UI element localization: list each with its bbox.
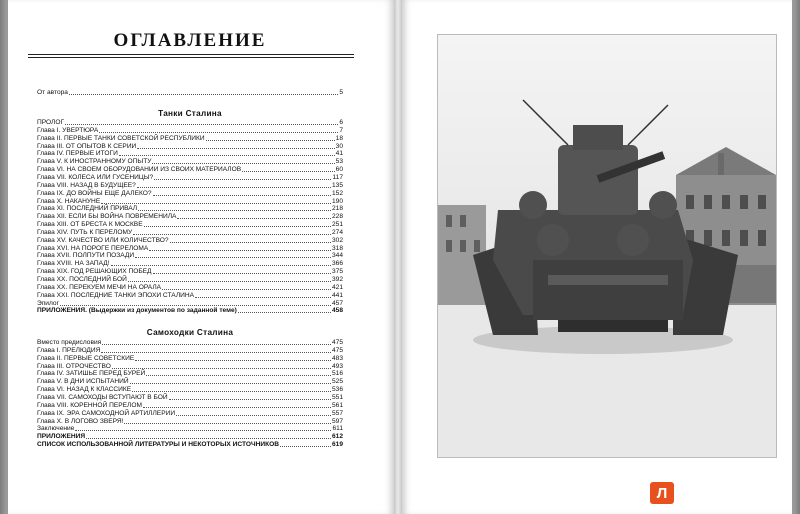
leader-dots — [86, 438, 331, 439]
leader-dots — [206, 140, 335, 141]
toc-entry-page: 525 — [331, 378, 343, 386]
leader-dots — [146, 375, 331, 376]
leader-dots — [132, 391, 331, 392]
toc-entry-page: 516 — [331, 370, 343, 378]
toc-entry-page: 5 — [339, 89, 343, 96]
toc-entry-label: Глава IX. ЭРА САМОХОДНОЙ АРТИЛЛЕРИИ — [37, 409, 176, 417]
toc-entry-page: 53 — [335, 158, 343, 166]
leader-dots — [195, 297, 331, 298]
toc-entry-page: 274 — [331, 228, 343, 236]
toc-entry-page: 7 — [339, 126, 343, 134]
toc-entry-label: Глава XV. КАЧЕСТВО ИЛИ КОЛИЧЕСТВО? — [37, 236, 169, 244]
leader-dots — [111, 265, 331, 266]
toc-entry-page: 392 — [331, 276, 343, 283]
toc-entry-page: 366 — [331, 260, 343, 268]
toc-entry-label: Глава XIV. ПУТЬ К ПЕРЕЛОМУ — [37, 228, 133, 236]
toc-entry-label: Глава IX. ДО ВОЙНЫ ЕЩЕ ДАЛЕКО? — [37, 189, 152, 197]
toc-entry-label: Глава VII. САМОХОДЫ ВСТУПАЮТ В БОЙ — [37, 393, 168, 401]
leader-dots — [149, 250, 331, 251]
toc-entry-page: 611 — [332, 425, 343, 433]
toc-entry-label: ПРОЛОГ — [37, 119, 65, 126]
section-heading-tanks: Танки Сталина — [158, 109, 222, 118]
leader-dots — [119, 155, 335, 156]
toc-entry-page: 228 — [331, 213, 343, 221]
toc-entry-label: Глава XVII. ПОЛПУТИ ПОЗАДИ — [37, 252, 135, 260]
leader-dots — [101, 203, 331, 204]
toc-entry-label: Глава XIX. ГОД РЕШАЮЩИХ ПОБЕД — [37, 268, 152, 276]
leader-dots — [170, 242, 331, 243]
toc-entry-label: От автора — [37, 89, 68, 96]
toc-entry-label: Глава III. ОТРОЧЕСТВО — [37, 362, 111, 370]
toc-entry-label: Глава VI. НАЗАД К КЛАССИКЕ — [37, 386, 132, 394]
toc-entry-page: 251 — [331, 221, 343, 229]
toc-row-preface — [37, 88, 343, 97]
toc-entry-page: 375 — [331, 268, 343, 276]
toc-entry-label: Глава V. К ИНОСТРАННОМУ ОПЫТУ — [37, 158, 152, 166]
toc-entry-label: Глава VIII. НАЗАД В БУДУЩЕЕ? — [37, 181, 136, 189]
leader-dots — [143, 407, 331, 408]
toc-entry-label: ПРИЛОЖЕНИЯ. (Выдержки из документов по заданной теме) — [37, 307, 237, 315]
toc-row — [37, 440, 343, 449]
leader-dots — [242, 171, 335, 172]
leader-dots — [69, 94, 338, 95]
toc-entry-page: 475 — [331, 339, 343, 346]
leader-dots — [60, 305, 331, 306]
leader-dots — [137, 187, 331, 188]
leader-dots — [65, 124, 338, 125]
toc-entry-label: Глава VIII. КОРЕННОЙ ПЕРЕЛОМ — [37, 401, 142, 409]
leader-dots — [153, 195, 331, 196]
title-rule-bottom — [28, 57, 354, 58]
toc-entry-page: 190 — [331, 197, 343, 205]
leader-dots — [162, 289, 331, 290]
litres-logo-letter: Л — [656, 484, 668, 502]
leader-dots — [124, 423, 331, 424]
leader-dots — [152, 163, 334, 164]
leader-dots — [130, 383, 331, 384]
toc-entry-label: Эпилог — [37, 299, 59, 307]
leader-dots — [133, 234, 331, 235]
leader-dots — [112, 368, 331, 369]
toc-entry-label: Глава XIII. ОТ БРЕСТА К МОСКВЕ — [37, 221, 143, 229]
toc-entry-page: 557 — [331, 409, 343, 417]
leader-dots — [128, 281, 331, 282]
toc-entry-label: Глава VI. НА СВОЕМ ОБОРУДОВАНИИ ИЗ СВОИХ МАТЕРИАЛОВ — [37, 166, 242, 174]
toc-entry-page: 458 — [331, 307, 343, 315]
toc-entry-page: 483 — [331, 354, 343, 362]
leader-dots — [177, 218, 331, 219]
toc-entry-page: 60 — [335, 166, 343, 174]
leader-dots — [280, 446, 331, 447]
toc-entry-page: 218 — [331, 205, 343, 213]
leader-dots — [138, 210, 331, 211]
toc-entry-page: 344 — [331, 252, 343, 260]
toc-entry-page: 30 — [335, 142, 343, 150]
toc-entry-page: 318 — [331, 244, 343, 252]
leader-dots — [153, 273, 331, 274]
toc-entry-page: 475 — [331, 346, 343, 354]
toc-entry-page: 536 — [331, 386, 343, 394]
toc-entry-label: Глава I. ПРЕЛЮДИЯ — [37, 346, 101, 354]
toc-entry-label: Глава VII. КОЛЕСА ИЛИ ГУСЕНИЦЫ? — [37, 173, 154, 181]
toc-entry-page: 441 — [331, 291, 343, 299]
toc-entry-page: 551 — [331, 393, 343, 401]
book-gutter — [394, 0, 402, 514]
toc-row — [37, 306, 343, 315]
toc-entry-label: Глава XI. ПОСЛЕДНИЙ ПРИВАЛ — [37, 205, 138, 213]
toc-entry-page: 135 — [331, 181, 343, 189]
leader-dots — [102, 344, 331, 345]
toc-entry-page: 493 — [331, 362, 343, 370]
toc-entry-label: Глава XVI. НА ПОРОГЕ ПЕРЕЛОМА — [37, 244, 149, 252]
toc-entry-label: Вместо предисловия — [37, 339, 102, 346]
toc-entry-page: 41 — [335, 150, 343, 158]
toc-entry-label: СПИСОК ИСПОЛЬЗОВАННОЙ ЛИТЕРАТУРЫ И НЕКОТОРЫХ ИСТОЧНИКОВ — [37, 441, 280, 449]
toc-entry-label: Глава V. В ДНИ ИСПЫТАНИЙ — [37, 378, 129, 386]
toc-entry-label: ПРИЛОЖЕНИЯ — [37, 433, 86, 441]
toc-entry-label: Глава IV. ЗАТИШЬЕ ПЕРЕД БУРЕЙ — [37, 370, 146, 378]
toc-entry-page: 302 — [331, 236, 343, 244]
toc-entry-label: Глава XX. ПОСЛЕДНИЙ БОЙ — [37, 276, 127, 283]
leader-dots — [169, 399, 331, 400]
leader-dots — [135, 257, 331, 258]
toc-entry-label: Глава II. ПЕРВЫЕ СОВЕТСКИЕ — [37, 354, 135, 362]
toc-entry-label: Глава X. В ЛОГОВО ЗВЕРЯ! — [37, 417, 124, 425]
toc-entry-label: Глава X. НАКАНУНЕ — [37, 197, 101, 205]
toc-entry-label: Глава II. ПЕРВЫЕ ТАНКИ СОВЕТСКОЙ РЕСПУБЛИКИ — [37, 134, 205, 142]
title-rule-top — [28, 54, 354, 55]
toc-entry-page: 612 — [331, 433, 343, 441]
toc-title: ОГЛАВЛЕНИЕ — [113, 30, 267, 51]
toc-entry-label: Глава IV. ПЕРВЫЕ ИТОГИ — [37, 150, 118, 158]
toc-entry-label: Глава XXI. ПОСЛЕДНИЕ ТАНКИ ЭПОХИ СТАЛИНА — [37, 291, 195, 299]
toc-entry-label: Глава XII. ЕСЛИ БЫ ВОЙНА ПОВРЕМЕНИЛА — [37, 213, 177, 221]
section-heading-spg: Самоходки Сталина — [146, 328, 234, 337]
toc-entry-label: Глава XX. ПЕРЕКУЕМ МЕЧИ НА ОРАЛА — [37, 283, 162, 291]
toc-entry-page: 152 — [331, 189, 343, 197]
leader-dots — [137, 148, 334, 149]
leader-dots — [101, 352, 331, 353]
leader-dots — [176, 415, 331, 416]
tank-photo — [437, 34, 777, 458]
toc-entry-page: 619 — [331, 441, 343, 449]
toc-entry-label: Глава III. ОТ ОПЫТОВ К СЕРИИ — [37, 142, 137, 150]
tank-illustration — [438, 35, 776, 457]
toc-entry-label: Заключение — [37, 425, 75, 433]
toc-entry-page: 597 — [331, 417, 343, 425]
leader-dots — [144, 226, 331, 227]
leader-dots — [99, 132, 338, 133]
toc-entry-page: 421 — [331, 283, 343, 291]
leader-dots — [238, 312, 331, 313]
leader-dots — [154, 179, 331, 180]
toc-entry-label: Глава XVIII. НА ЗАПАД! — [37, 260, 110, 268]
leader-dots — [135, 360, 331, 361]
toc-entry-page: 117 — [332, 173, 343, 181]
toc-entry-page: 561 — [331, 401, 343, 409]
toc-entry-page: 6 — [339, 119, 343, 126]
toc-entry-label: Глава I. УВЕРТЮРА — [37, 126, 99, 134]
leader-dots — [75, 430, 331, 431]
toc-entry-page: 18 — [335, 134, 343, 142]
litres-logo-icon — [650, 482, 674, 504]
toc-entry-page: 457 — [331, 299, 343, 307]
